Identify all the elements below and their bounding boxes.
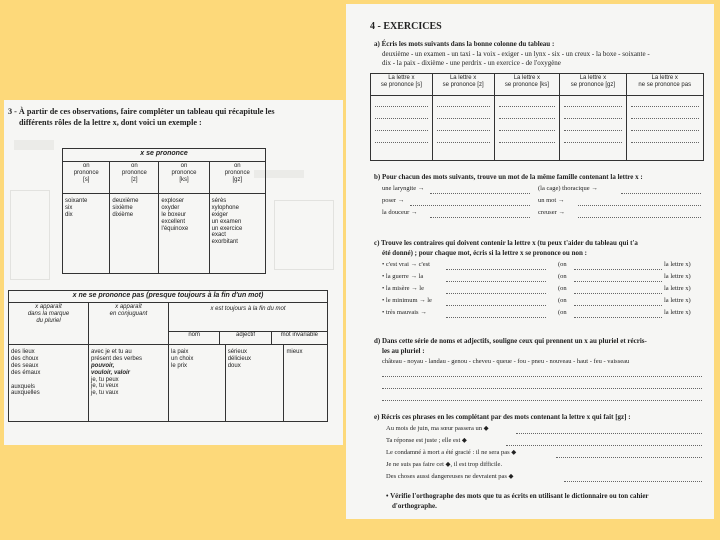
column-header: La lettre x se prononce [s] [371,74,433,96]
b-item: creuser → [538,209,565,216]
c-bracket: (on [558,285,567,292]
bleed-through [274,200,334,270]
e-item: Ta réponse est juste ; elle est ◆ [386,437,467,444]
answer-line[interactable] [430,217,530,218]
c-bracket: (on [558,273,567,280]
answer-cell[interactable] [494,96,560,161]
answer-line[interactable] [446,269,546,270]
verification-note: • Vérifie l'orthographe des mots que tu as écrits en utilisant le dictionnaire ou ton cahier [386,492,649,500]
answer-line[interactable] [446,317,546,318]
left-page [4,100,343,445]
c-bracket: (on [558,261,567,268]
b-item: un mot → [538,197,565,204]
answer-line[interactable] [446,305,546,306]
word-list: sérès xylophone exiger un examen un exercice exact exorbitant [209,194,265,274]
b-item: (la cage) thoracique → [538,185,598,192]
answer-line[interactable] [382,400,702,401]
answer-line[interactable] [574,317,662,318]
answer-line[interactable] [578,205,701,206]
section-d-title: les au pluriel : [382,347,425,355]
section-a-title: a) Écris les mots suivants dans la bonne colonne du tableau : [374,40,555,48]
column-header: x apparaît dans la marque du pluriel [9,303,89,345]
c-bracket: (on [558,309,567,316]
b-item: poser → [382,197,405,204]
answer-line[interactable] [410,205,530,206]
column-header: La lettre x se prononce [ks] [494,74,560,96]
table-title: x se prononce [63,149,266,162]
answer-line[interactable] [574,269,662,270]
section-e-title: e) Récris ces phrases en les complétant par des mots contenant la lettre x qui fait [gz] : [374,413,631,421]
subheader-nom: nom [169,332,220,344]
bleed-through [10,190,50,280]
answer-line[interactable] [382,376,702,377]
instruction-line: différents rôles de la lettre x, dont voici un exemple : [19,118,202,127]
b-item: la douceur → [382,209,418,216]
column-header: x est toujours à la fin du mot nom adjectif mot invariable [169,303,328,345]
c-suffix: la lettre x) [664,273,691,280]
c-item: • la guerre → la [382,273,424,280]
word-list: sérieux délicieux doux [225,345,284,422]
answer-line[interactable] [574,293,662,294]
c-item: • la misère → le [382,285,424,292]
verification-note: d'orthographe. [392,502,437,510]
e-item: Des choses aussi dangereuses ne devraient pas ◆ [386,473,514,480]
section-d-title: d) Dans cette série de noms et adjectifs, souligne ceux qui prennent un x au pluriel et récris- [374,337,647,345]
column-header: La lettre x ne se prononce pas [626,74,703,96]
answer-line[interactable] [446,293,546,294]
answer-line[interactable] [574,281,662,282]
c-bracket: (on [558,297,567,304]
c-suffix: la lettre x) [664,309,691,316]
answer-line[interactable] [621,193,701,194]
answer-cell[interactable] [560,96,626,161]
column-header: on prononce [ks] [159,162,209,194]
pronunciation-table [62,148,266,274]
word-list: la paix un choix le prix [169,345,226,422]
section-a-words: dix - la paix - dixième - une perdrix - un exercice - de l'oxygène [382,59,561,67]
answer-line[interactable] [382,388,702,389]
column-header: on prononce [gz] [209,162,265,194]
right-page [346,4,714,519]
word-list: des lieux des choux des seaux des émaux auxquels auxquelles [9,345,89,422]
column-header: x apparaît en conjuguant [89,303,169,345]
answer-cell[interactable] [626,96,703,161]
e-item: Je ne suis pas faire cet ◆, il est trop difficile. [386,461,503,468]
word-list: avec je et tu au présent des verbes pouvoir, vouloir, valoir je, tu peux je, tu veux je, tu vaux [89,345,169,422]
c-item: • très mauvais → [382,309,427,316]
subheader-invariable: mot invariable [280,332,319,338]
section-a-words: deuxième - un examen - un taxi - la voix - exiger - un lynx - six - un creux - la boxe - soixante - [382,50,650,58]
answer-line[interactable] [516,433,702,434]
word-list: deuxième sixième dixième [110,194,159,274]
e-item: Au mois de juin, ma sœur passera un ◆ [386,425,489,432]
column-header: La lettre x se prononce [gz] [560,74,626,96]
answer-cell[interactable] [432,96,494,161]
answer-line[interactable] [430,193,530,194]
c-suffix: la lettre x) [664,261,691,268]
e-item: Le condamné à mort a été gracié : il ne sera pas ◆ [386,449,517,456]
section-c-title: c) Trouve les contraires qui doivent contenir la lettre x (tu peux t'aider du tableau qui t'a [374,239,638,247]
exercise-title: 4 - EXERCICES [370,21,442,32]
silent-x-table [8,290,328,422]
answer-line[interactable] [564,481,702,482]
bleed-through [14,140,54,150]
answer-line[interactable] [446,281,546,282]
instruction-line: 3 - À partir de ces observations, faire compléter un tableau qui récapitule les [8,107,275,116]
section-d-words: château - noyau - landau - genou - cheveu - queue - fou - pneu - nouveau - haut - feu - vaisseau [382,358,630,365]
column-header: on prononce [z] [110,162,159,194]
word-list: exploser oxyder le boxeur excellent l'équinoxe [159,194,209,274]
b-item: une laryngite → [382,185,425,192]
subheader-adjectif: adjectif [220,332,271,344]
answer-line[interactable] [574,305,662,306]
c-suffix: la lettre x) [664,297,691,304]
answer-line[interactable] [578,217,701,218]
answer-line[interactable] [556,457,702,458]
c-suffix: la lettre x) [664,285,691,292]
answer-cell[interactable] [371,96,433,161]
word-list: mieux [284,345,328,422]
c-item: • c'est vrai → c'est [382,261,430,268]
section-b-title: b) Pour chacun des mots suivants, trouve un mot de la même famille contenant la lettre x : [374,173,643,181]
answer-line[interactable] [506,445,702,446]
word-list: soixante six dix [63,194,110,274]
c-item: • le minimum → le [382,297,432,304]
section-c-title: été donné) ; pour chaque mot, écris si la lettre x se prononce ou non : [382,249,587,257]
column-header: on prononce [s] [63,162,110,194]
exercise-a-table [370,73,704,161]
table-title: x ne se prononce pas (presque toujours à la fin d'un mot) [9,291,328,303]
column-header: La lettre x se prononce [z] [432,74,494,96]
